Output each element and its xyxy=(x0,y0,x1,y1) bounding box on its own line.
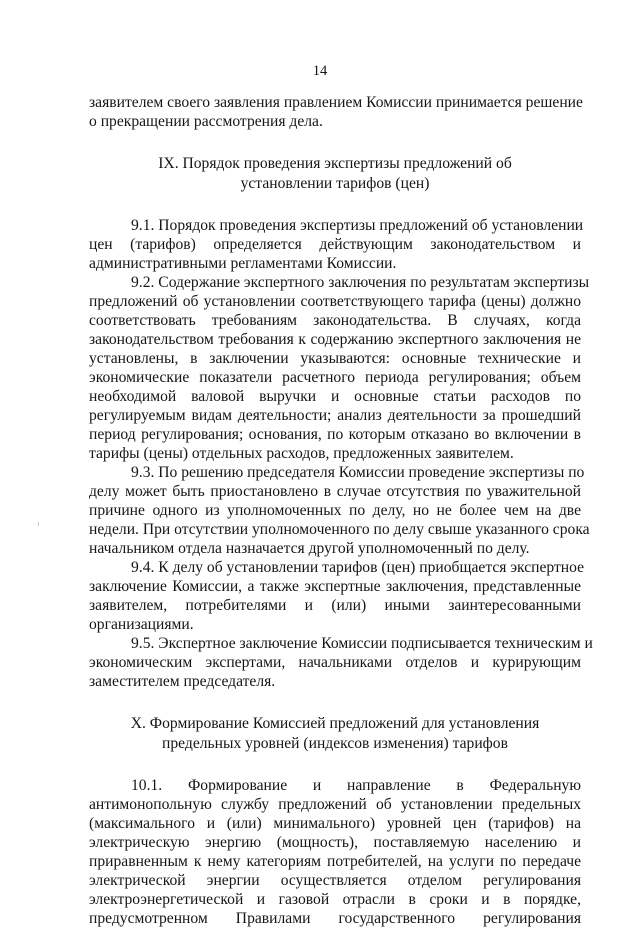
text-line: 9.4. К делу об установлении тарифов (цен) приобщается экспертное xyxy=(131,559,585,576)
paragraph-9-3 xyxy=(89,463,590,558)
text-line: тарифы (цены) отдельных расходов, предложенных заявителем. xyxy=(89,445,514,462)
text-line: электрическую энергию (мощность), поставляемую населению и xyxy=(89,834,581,851)
text-line: предусмотренном Правилами государственного регулирования xyxy=(89,910,581,927)
section-10-heading xyxy=(89,714,581,754)
text-line: экономическим экспертами, начальниками отделов и курирующим xyxy=(89,654,581,671)
scan-margin-mark xyxy=(38,522,39,526)
document-body xyxy=(89,93,593,928)
text-line: начальником отдела назначается другой уполномоченный по делу. xyxy=(89,540,530,557)
text-line: заключение Комиссии, а также экспертные заключения, представленные xyxy=(89,578,581,595)
paragraph-9-2 xyxy=(89,273,590,463)
text-line: законодательством требования к содержанию экспертного заключения не xyxy=(89,331,581,348)
text-line: недели. При отсутствии уполномоченного по делу свыше указанного срока xyxy=(89,521,590,538)
text-line: регулируемым видам деятельности; анализ деятельности за прошедший xyxy=(89,407,581,424)
text-line: заявителем своего заявления правлением Комиссии принимается решение xyxy=(89,94,583,111)
text-line: делу может быть приостановлено в случае отсутствия по уважительной xyxy=(89,483,581,500)
text-line: заявителем, потребителями и (или) иными заинтересованными xyxy=(89,597,581,614)
text-line: о прекращении рассмотрения дела. xyxy=(89,113,323,130)
paragraph-10-1 xyxy=(89,776,581,928)
text-line: приравненным к нему категориям потребителей, на услуги по передаче xyxy=(89,853,581,870)
paragraph-9-4 xyxy=(89,558,585,634)
text-line: электроэнергетической и газовой отрасли в сроки и в порядке, xyxy=(89,891,581,908)
heading-line: X. Формирование Комиссией предложений для установления xyxy=(130,715,540,732)
text-line: электрической энергии осуществляется отделом регулирования xyxy=(89,872,581,889)
paragraph-9-5 xyxy=(89,634,593,691)
heading-line: IX. Порядок проведения экспертизы предложений об xyxy=(158,155,512,172)
section-9-heading xyxy=(89,154,581,194)
text-line: причине одного из уполномоченных по делу, но не более чем на две xyxy=(89,502,581,519)
text-line: соответствовать требованиям законодательства. В случаях, когда xyxy=(89,312,581,329)
text-line: (максимального и (или) минимального) уровней цен (тарифов) на xyxy=(89,815,581,832)
heading-line: установлении тарифов (цен) xyxy=(240,175,430,192)
text-line: 9.3. По решению председателя Комиссии проведение экспертизы по xyxy=(131,464,585,481)
heading-line: предельных уровней (индексов изменения) тарифов xyxy=(162,735,508,752)
text-line: 10.1. Формирование и направление в Федеральную xyxy=(131,777,581,794)
text-line: организациями. xyxy=(89,616,194,633)
intro-paragraph xyxy=(89,93,581,131)
text-line: 9.1. Порядок проведения экспертизы предложений об установлении xyxy=(131,217,584,234)
text-line: 9.2. Содержание экспертного заключения по результатам экспертизы xyxy=(131,274,590,291)
paragraph-9-1 xyxy=(89,216,584,273)
text-line: необходимой валовой выручки и основные статьи расходов по xyxy=(89,388,581,405)
text-line: 9.5. Экспертное заключение Комиссии подписывается техническим и xyxy=(131,635,593,652)
text-line: период регулирования; основания, по которым отказано во включении в xyxy=(89,426,581,443)
text-line: экономические показатели расчетного периода регулирования; объем xyxy=(89,369,581,386)
text-line: предложений об установлении соответствующего тарифа (цены) должно xyxy=(89,293,581,310)
text-line: заместителем председателя. xyxy=(89,673,276,690)
text-line: антимонопольную службу предложений об установлении предельных xyxy=(89,796,581,813)
text-line: цен (тарифов) определяется действующим законодательством и xyxy=(89,236,581,253)
text-line: установлены, в заключении указываются: основные технические и xyxy=(89,350,581,367)
text-line: административными регламентами Комиссии. xyxy=(89,255,397,272)
page-number: 14 xyxy=(312,63,328,79)
